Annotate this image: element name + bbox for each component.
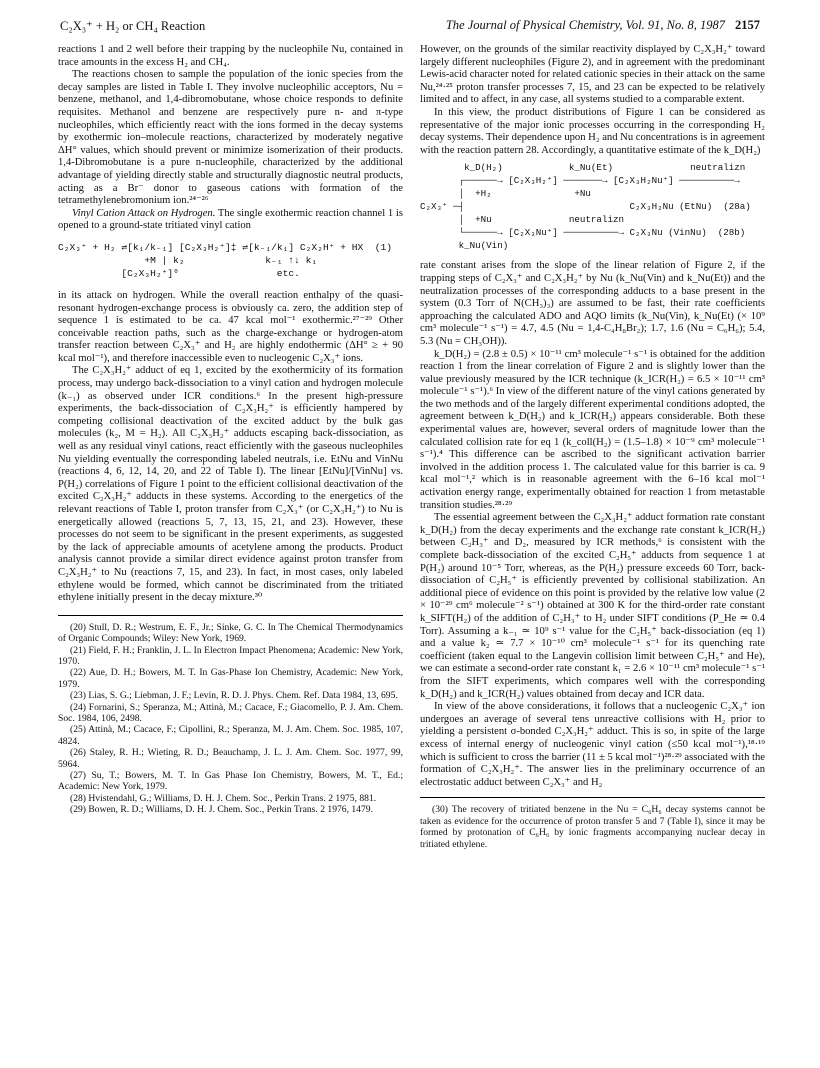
reference: (30) The recovery of tritiated benzene in the Nu = C₆H₆ decay systems cannot be taken as evidence for the occurrence of proton transfer 5 and 7 (Table I), since it may be formed by protonation of C₆H₆ by ionic fragments accompanying nuclear decay in tritiated ethylene. <box>420 804 765 850</box>
paragraph-text: The single exothermic reaction channel 1 is opened to a ground-state tritiated vinyl cation <box>58 207 403 232</box>
paragraph: in its attack on hydrogen. While the overall reaction enthalpy of the quasi-resonant hydrogen-exchange process is obviously ca. zero, the addition step of sequence 1 is estimated to be ca. 47 kcal mol⁻¹ exothermic.²⁷⁻²⁹ Other conceivable reaction paths, such as the charge-exchange or hydrogen-atom transfer reaction between C₂X₃⁺ and H₂ are highly endothermic (ΔH° ≥ + 90 kcal mol⁻¹), and therefore inaccessible even to nucleogenic C₂X₃⁺ ions. <box>58 289 403 364</box>
reference: (21) Field, F. H.; Franklin, J. L. In Electron Impact Phenomena; Academic: New York, 1970. <box>58 644 403 667</box>
footnotes-left <box>58 615 403 816</box>
reaction-scheme-1: C₂X₃⁺ + H₂ ⇌[k₁/k₋₁] [C₂X₃H₂⁺]‡ ⇌[k₋₁/k₁] C₂X₂H⁺ + HX (1) +M | k₂ k₋₁ ↑↓ k₁ [C₂X₃H₂⁺]⁰ etc. <box>58 241 393 279</box>
journal-citation <box>446 18 760 33</box>
reference: (27) Su, T.; Bowers, M. T. In Gas Phase Ion Chemistry, Bowers, M. T., Ed.; Academic: New York, 1979. <box>58 770 403 793</box>
reference: (22) Aue, D. H.; Bowers, M. T. In Gas-Phase Ion Chemistry, Academic: New York, 1979. <box>58 667 403 690</box>
reference: (24) Fornarini, S.; Speranza, M.; Attinà, M.; Cacace, F.; Giacomello, P. J. Am. Chem. Soc. 1984, 106, 2498. <box>58 701 403 724</box>
reference: (29) Bowen, R. D.; Williams, D. H. J. Chem. Soc., Perkin Trans. 2 1976, 1479. <box>70 804 373 816</box>
reference: (23) Lias, S. G.; Liebman, J. F.; Levin, R. D. J. Phys. Chem. Ref. Data 1984, 13, 695. <box>70 690 398 702</box>
running-title: C₂X₃⁺ + H₂ or CH₄ Reaction <box>60 19 206 33</box>
paragraph: In this view, the product distributions of Figure 1 can be considered as representative of the major ionic processes occurring in the corresponding H₂ decay systems. Their dependence upon H₂ and Nu concentrations is in agreement with the reaction pattern 28. Accordingly, a quantitative estimate of the k_D(H₂) <box>420 106 765 156</box>
footnotes-right <box>420 797 765 850</box>
reference: (20) Stull, D. R.; Westrum, E. F., Jr.; Sinke, G. C. In The Chemical Thermodynamics of Organic Compounds; Wiley: New York, 1969. <box>58 621 403 645</box>
paragraph: The reactions chosen to sample the population of the ionic species from the decay samples are listed in Table I. They involve nucleophilic acceptors, Nu = benzene, methanol, and 1,4-dibromobutane, whose choice responds to definite requisites. Methanol and benzene are respectively pure n- and π-type nucleophiles, which efficiently react with the ions formed in the decay systems by exothermic ion–molecule reactions, characterized by moderately negative ΔH° values, which should prevent or minimize isomerization of their products. 1,4-Dibromobutane is a pure n-nucleophile, characterized by the additional advantage of yielding directly stable and structurally diagnostic neutral products, acting as a Br⁻ donor to gaseous cations with formation of the tetramethylenebromonium ion.²⁴⁻²⁶ <box>58 69 403 207</box>
reaction-scheme-28: k_D(H₂) k_Nu(Et) neutralizn ┌──────→ [C₂X₃H₂⁺] ───────→ [C₂X₃H₂Nu⁺] ──────────→ │ +H₂ +Nu C₂X₃⁺ ─┤ C₂X₃H₂Nu (EtNu) (28a) │ +Nu neutralizn └──────→ [C₂X₃Nu⁺] ──────────→ C₂X₃Nu (VinNu) (28b) k_Nu(Vin) <box>420 162 751 252</box>
paragraph: The C₂X₃H₂⁺ adduct of eq 1, excited by the exothermicity of its formation process, may undergo back-dissociation to a vinyl cation and hydrogen molecule (k₋₁) as observed under ICR conditions.⁶ In the present high-pressure experiments, the back-dissociation of C₂X₃H₂⁺ is efficiently hampered by competing collisional deactivation of the excited adduct by the bulk gas molecules (k₂, M = H₂). All C₂X₃H₂⁺ adducts escaping back-dissociation, as well as any residual vinyl cations, react efficiently with the gaseous nucleophiles Nu yielding eventually the corresponding labeled neutrals, i.e. EtNu and VinNu (reactions 4, 6, 12, 14, 20, and 22 of Table I). The linear [EtNu]/[VinNu] vs. P(H₂) correlations of Figure 1 point to the efficient collisional deactivation of the excited C₂X₃H₂⁺ adducts in these systems. According to the energetics of the relevant reactions of Table I, proton transfer from C₂X₃⁺ (or C₂X₃H₂⁺) to Nu is energetically allowed (reactions 5, 7, 13, 15, 21, and 23). However, these processes do not seem to be significant in the present experiments, as suggested by the lack of appreciable amounts of acetylene among the products. Product analysis cannot provide a similar direct evidence against proton transfer from C₂X₃H₂⁺ to Nu (reactions 7, 15, and 23). In fact, in most cases, only labeled ethylene would be formed, which cannot be discriminated from the tritiated ethylene initially present in the decay mixture.³⁰ <box>58 365 403 604</box>
journal-name: The Journal of Physical Chemistry, Vol. 91, No. 8, 1987 <box>445 18 725 32</box>
paragraph <box>58 208 403 233</box>
reference: (26) Staley, R. H.; Wieting, R. D.; Beauchamp, J. L. J. Am. Chem. Soc. 1977, 99, 5964. <box>58 747 403 770</box>
paragraph: In view of the above considerations, it follows that a nucleogenic C₂X₃⁺ ion undergoes an average of several tens unreactive collisions with H₂ prior to yielding a persistent σ-bonded C₂X₃H₂⁺ adduct. This is so, in spite of the large excess of internal energy of nucleogenic vinyl cation (≤50 kcal mol⁻¹),¹⁸·¹⁹ which is sufficient to cross the barrier (11 ± 5 kcal mol⁻¹)²⁸·²⁹ associated with the formation of C₂X₃H₂⁺. The answer lies in the preliminary occurrence of an electrostatic adduct between C₂X₃⁺ and H₂ <box>420 701 765 788</box>
right-column <box>420 44 765 850</box>
page-number: 2157 <box>735 18 760 32</box>
left-column <box>58 44 403 816</box>
reference: (28) Hvistendahl, G.; Williams, D. H. J. Chem. Soc., Perkin Trans. 2 1975, 881. <box>70 792 377 804</box>
section-title: Vinyl Cation Attack on Hydrogen. <box>72 207 216 219</box>
paragraph: The essential agreement between the C₂X₃H₂⁺ adduct formation rate constant k_D(H₂) from the decay experiments and the exchange rate constant k_ICR(H₂) between C₂H₃⁺ and D₂, measured by ICR methods,⁶ is consistent with the complete back-dissociation of the excited C₂H₅⁺ adducts from sequence 1 at P(H₂) around 10⁻⁵ Torr, whereas, as the P(H₂) pressure exceeds 60 Torr, back-dissociation of C₂H₅⁺ is efficiently prevented by collisional stabilization. An additional piece of evidence on this point is provided by the relative low value (2 × 10⁻²⁹ cm⁶ molecule⁻² s⁻¹) obtained at 300 K for the third-order rate constant k_SIFT(H₂) of the addition of C₂H₃⁺ to H₂ under SIFT conditions (P_He ≃ 0.4 Torr). Assuming a k₋₁ ≃ 10⁹ s⁻¹ value for the C₂H₅⁺ back-dissociation (eq 1) and a value k₂ ≃ 7.7 × 10⁻¹⁰ cm³ molecule⁻¹ s⁻¹ for its quenching rate coefficient (taken equal to the Langevin collision limit between C₂H₅⁺ and He), we can estimate a second-order rate constant k₁ = 2.6 × 10⁻¹¹ cm³ molecule⁻¹ s⁻¹ from the SIFT experiments, which compares well with the corresponding k_D(H₂) and k_ICR(H₂) values obtained from decay and ICR data. <box>420 512 765 700</box>
reference: (25) Attinà, M.; Cacace, F.; Cipollini, R.; Speranza, M. J. Am. Chem. Soc. 1985, 107, 4824. <box>58 724 403 747</box>
paragraph: rate constant arises from the slope of the linear relation of Figure 2, if the trapping steps of C₂X₃⁺ and C₂X₃H₂⁺ by Nu (k_Nu(Vin) and k_Nu(Et)) and the neutralization processes of the corresponding adducts to a base present in the system (0.3 Torr of N(CH₃)₃) are assumed to be fast, their rate coefficients approaching the calculated ADO and AQO limits (k_Nu(Vin), k_Nu(Et) (× 10⁹ cm³ molecule⁻¹ s⁻¹) = 4.7, 4.5 (Nu = 1,4-C₄H₈Br₂); 1.7, 1.6 (Nu = C₆H₆); 5.4, 5.3 (Nu = CH₃OH)). <box>420 260 765 347</box>
paragraph: reactions 1 and 2 well before their trapping by the nucleophile Nu, contained in trace amounts in the excess H₂ and CH₄. <box>58 44 403 68</box>
paragraph: However, on the grounds of the similar reactivity displayed by C₂X₃H₂⁺ toward largely different nucleophiles (Figure 2), and in agreement with the predominant Lewis-acid character noted for related cationic species in their attack on the same Nu,²⁴·²⁵ proton transfer processes 7, 15, and 23 can be expected to be relatively limited and to affect, in any case, all systems studied to a comparable extent. <box>420 44 765 106</box>
paragraph: k_D(H₂) = (2.8 ± 0.5) × 10⁻¹¹ cm³ molecule⁻¹ s⁻¹ is obtained for the addition reaction 1 from the linear correlation of Figure 2 and is slightly lower than the value previously measured by the ICR technique (k_ICR(H₂) = 6.5 × 10⁻¹¹ cm³ molecule⁻¹ s⁻¹).⁶ In view of the different nature of the vinyl cations generated by the two methods and of the largely different experimental conditions adopted, the agreement between k_D(H₂) and k_ICR(H₂) appears considerable. Both these experimental values are, however, several orders of magnitude lower than the calculated collision rate for eq 1 (k_coll(H₂) = (1.5–1.8) × 10⁻⁹ cm³ molecule⁻¹ s⁻¹).⁴ This difference can be ascribed to the significant activation barrier involved in the addition process 1. The calculated value for this barrier is ca. 9 kcal mol⁻¹,² which is in reasonable agreement with the 6–16 kcal mol⁻¹ activation energy range, experimentally obtained for reaction 1 from metastable transition studies.²⁸·²⁹ <box>420 348 765 511</box>
